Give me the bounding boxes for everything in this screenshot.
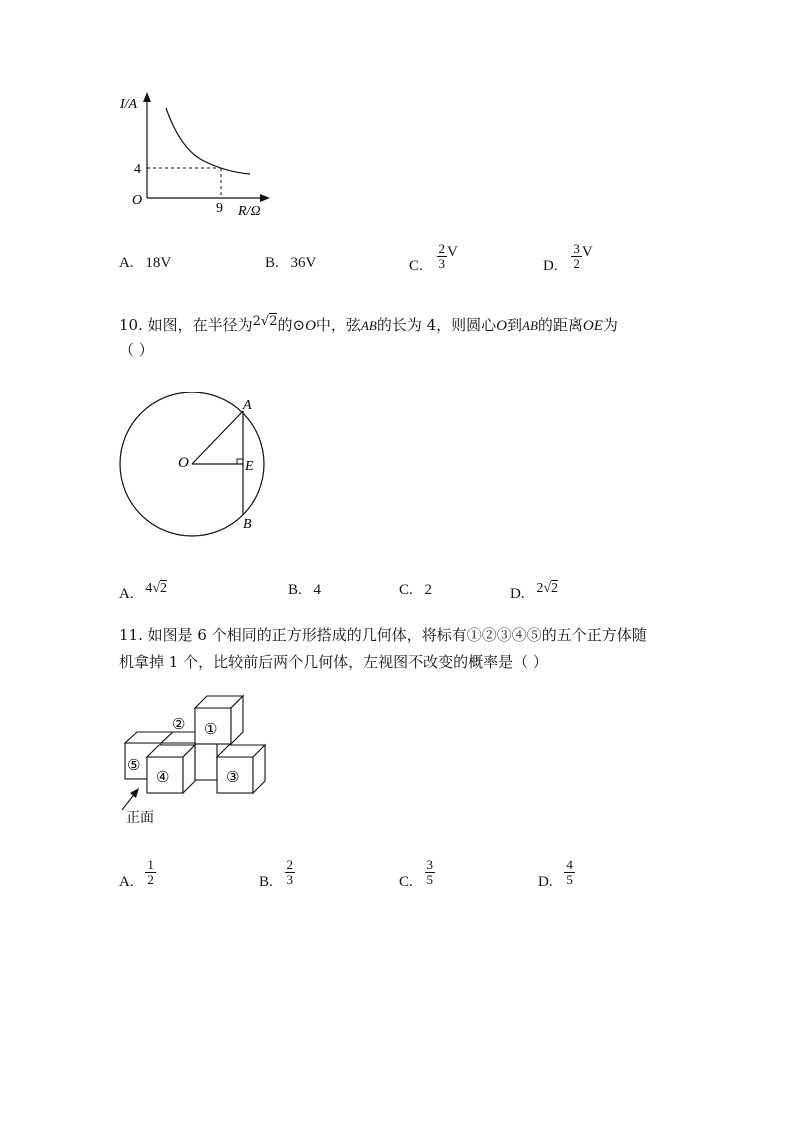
label-cube-4: ④ (156, 770, 170, 786)
q10-text: 10. 如图，在半径为 (119, 316, 253, 334)
q10-text: 的长为 4，则圆心 (376, 316, 497, 334)
q10-text: 的 (277, 316, 293, 334)
option-letter: B. (288, 582, 302, 598)
y-axis-arrow (143, 92, 151, 102)
radius-oa (192, 411, 243, 464)
q10-text: 为 (602, 316, 618, 334)
fraction-numerator: 2 (286, 857, 294, 872)
fraction (425, 858, 436, 887)
fraction (437, 242, 448, 271)
q10-option-b[interactable] (288, 580, 321, 600)
current-resistance-graph (110, 88, 280, 220)
label-cube-3: ③ (226, 770, 240, 786)
front-arrow-head (130, 788, 139, 798)
fraction-denominator: 5 (426, 872, 434, 887)
q10-question-line-1 (119, 312, 618, 336)
q9-option-a[interactable] (119, 253, 171, 273)
fraction-denominator: 2 (573, 256, 580, 272)
fraction-denominator: 5 (566, 872, 573, 887)
fraction-numerator: 3 (573, 241, 580, 257)
sqrt-expression (145, 581, 167, 596)
q9-option-b[interactable] (265, 253, 316, 273)
circle-figure (112, 392, 282, 542)
q10-answer-blank: （ ） (119, 341, 154, 359)
x-axis-arrow (260, 194, 270, 202)
q11-option-d[interactable] (538, 858, 575, 892)
q10-text: 到 (506, 316, 522, 334)
fraction-denominator: 3 (286, 872, 294, 887)
sqrt-expression (536, 581, 558, 596)
q10-option-d[interactable] (510, 578, 558, 604)
q11-option-a[interactable] (119, 858, 156, 892)
sqrt-radicand: 2 (160, 581, 168, 596)
q10-text: 中，弦 (315, 316, 361, 334)
fraction (145, 858, 156, 887)
inverse-curve (166, 108, 250, 174)
q10-option-c[interactable] (399, 580, 432, 600)
label-cube-1: ① (204, 722, 218, 738)
option-letter: D. (543, 258, 558, 274)
q10-option-a[interactable] (119, 578, 167, 604)
sqrt-radicand: 2 (551, 581, 559, 596)
right-angle-mark (237, 459, 243, 464)
label-cube-5: ⑤ (127, 758, 141, 774)
fraction-numerator: 3 (426, 857, 434, 872)
option-unit: V (447, 244, 458, 260)
option-letter: A. (119, 873, 134, 890)
fraction-denominator: 2 (147, 872, 154, 887)
sqrt-icon: √ (260, 314, 270, 329)
option-letter: A. (119, 586, 134, 602)
option-value: 4 (313, 582, 322, 598)
q11-option-b[interactable] (259, 858, 295, 892)
q10-text: 的距离 (537, 316, 583, 334)
sqrt-coef: 2 (252, 314, 261, 329)
q11-option-c[interactable] (399, 858, 435, 892)
q11-question-line-1: 11. 如图是 6 个相同的正方形搭成的几何体，将标有①②③④⑤的五个正方体随 (119, 626, 647, 644)
sqrt-coef: 2 (536, 581, 544, 596)
fraction-numerator: 2 (438, 241, 446, 257)
origin-label: O (132, 193, 143, 208)
chord-name: AB (360, 318, 377, 333)
q11-question-line-2: 机拿掉 1 个，比较前后两个几何体，左视图不改变的概率是（ ） (119, 653, 548, 671)
sqrt-radicand: 2 (269, 314, 278, 329)
fraction-denominator: 3 (438, 256, 446, 272)
option-letter: D. (510, 586, 525, 602)
circle-dot-icon: ⊙ (292, 316, 306, 334)
cubes-figure (112, 690, 282, 830)
option-value: 36V (290, 255, 317, 271)
label-e: E (245, 459, 254, 474)
option-letter: C. (399, 873, 413, 890)
label-o: O (178, 455, 189, 471)
q9-option-c[interactable] (409, 242, 458, 276)
cube-middle-front (195, 744, 217, 780)
y-axis-label: I/A (120, 97, 138, 112)
option-letter: D. (538, 873, 553, 890)
circle-name: O (305, 318, 316, 334)
sqrt-coef: 4 (145, 581, 153, 596)
sqrt-expression (253, 313, 278, 329)
option-value: 2 (424, 582, 433, 598)
option-letter: B. (265, 255, 279, 271)
option-unit: V (581, 244, 593, 260)
option-letter: A. (119, 255, 134, 271)
x-mark-label: 9 (216, 201, 223, 216)
y-mark-label: 4 (134, 162, 141, 177)
fraction-numerator: 1 (147, 857, 154, 872)
fraction (564, 858, 575, 887)
x-axis-label: R/Ω (238, 204, 261, 219)
option-value: 18V (145, 255, 172, 271)
q9-option-d[interactable] (543, 242, 593, 276)
option-letter: C. (409, 258, 423, 274)
fraction (571, 242, 582, 271)
option-letter: C. (399, 582, 413, 598)
fraction (285, 858, 296, 887)
chord-name: AB (522, 318, 538, 333)
sqrt-icon: √ (543, 581, 552, 596)
sqrt-icon: √ (152, 581, 161, 596)
option-letter: B. (259, 873, 273, 890)
label-a: A (243, 398, 252, 413)
fraction-numerator: 4 (566, 857, 573, 872)
label-b: B (243, 517, 252, 532)
label-cube-2: ② (172, 717, 186, 733)
center-name: O (496, 318, 507, 334)
segment-name: OE (582, 318, 603, 334)
front-label: 正面 (126, 811, 154, 826)
